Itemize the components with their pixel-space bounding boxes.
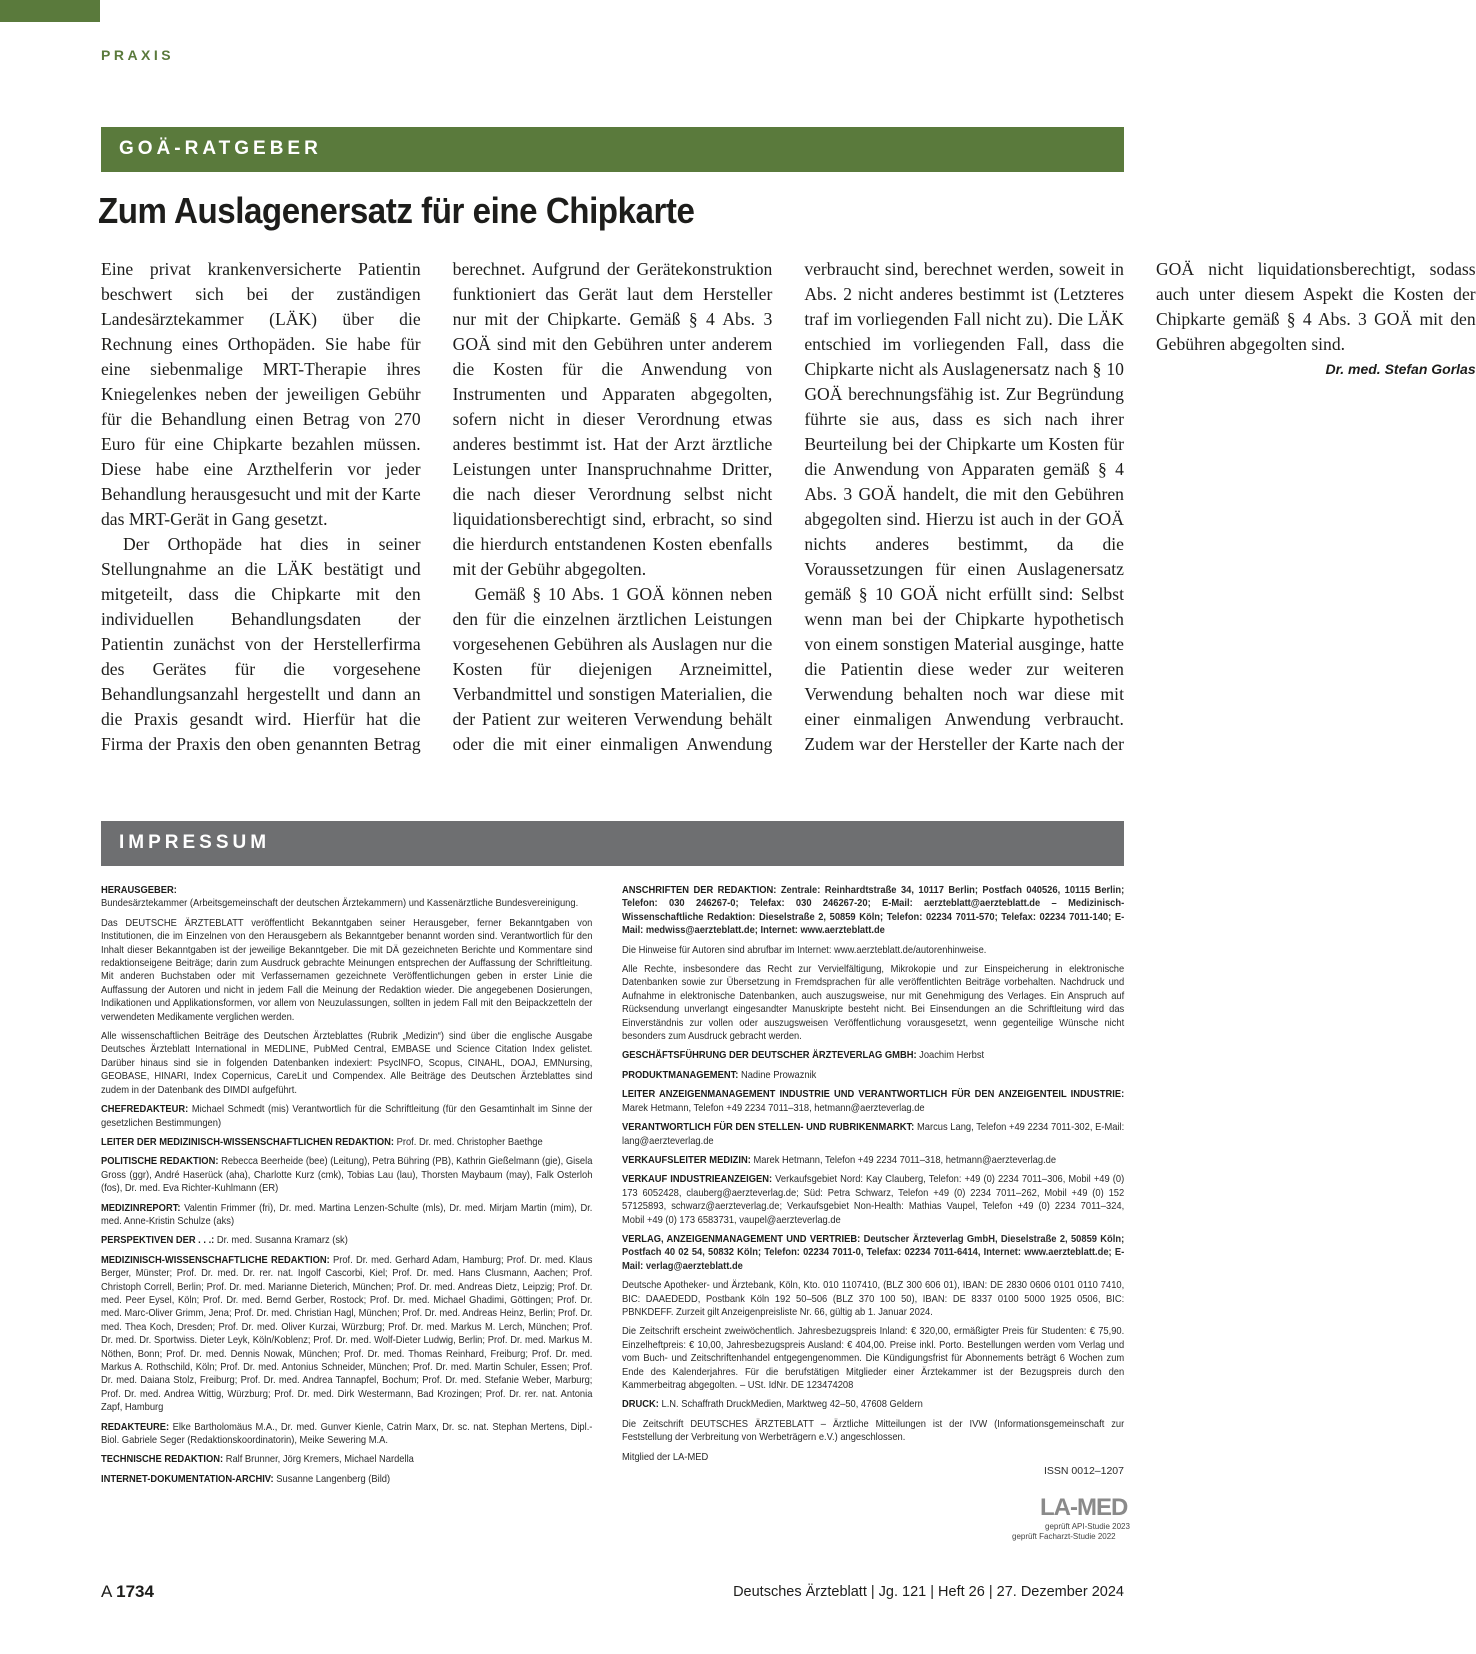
la-med-caption-1: geprüft API-Studie 2023 [1045, 1522, 1130, 1531]
impressum-entry [622, 1121, 1124, 1148]
impressum-entry [101, 1453, 592, 1466]
impressum-entry-label: PERSPEKTIVEN DER . . .: [101, 1235, 215, 1247]
impressum-entry [101, 1202, 592, 1229]
impressum-entry-label: PRODUKTMANAGEMENT: [622, 1069, 739, 1081]
article-title: Zum Auslagenersatz für eine Chipkarte [98, 190, 695, 231]
page-number-value: 1734 [116, 1582, 154, 1601]
impressum-entry [101, 1155, 592, 1195]
impressum-entry-label: ANSCHRIFTEN DER REDAKTION: [622, 885, 777, 896]
impressum-entry-label: VERKAUFSLEITER MEDIZIN: [622, 1154, 751, 1166]
impressum-entry-text: Prof. Dr. med. Gerhard Adam, Hamburg; Prof. Dr. med. Klaus Berger, Münster; Prof. Dr. med. Dr. rer. nat. Ingolf Cascorbi, Kiel; Prof. Dr. med. Hans Clusmann, Aachen; Prof. Christoph Correll, Berlin; Prof. Dr. med. Marianne Dieterich, München; Prof. Dr. med. Andreas Dietz, Leipzig; Prof. Dr. med. Peer Eysel, Köln; Prof. Dr. med. Bernd Gerber, Rostock; Prof. Dr. med. Michael Ghadimi, Göttingen; Prof. Dr. med. Marc-Oliver Grimm, Jena; Prof. Dr. med. Christian Hagl, München; Prof. Dr. med. Andreas Heinz, Berlin; Prof. Dr. med. Thea Koch, Dresden; Prof. Dr. med. Oliver Kurzai, Würzburg; Prof. Dr. med. Markus M. Lerch, München; Prof. Dr. med. Dr. Sportwiss. Dieter Leyk, Köln/Koblenz; Prof. Dr. med. Wolf-Dieter Ludwig, Berlin; Prof. Dr. med. Markus M. Nöthen, Bonn; Prof. Dr. med. Dennis Nowak, München; Prof. Dr. med. Thomas Reinhard, Freiburg; Prof. Dr. med. Markus A. Rothschild, Köln; Prof. Dr. med. Antonius Schneider, München; Prof. Dr. med. Martin Schuler, Essen; Prof. Dr. med. Daiana Stolz, Freiburg; Prof. Dr. med. Andrea Tannapfel, Bochum; Prof. Dr. med. Stefanie Weber, Marburg; Prof. Dr. med. Andrea Wittig, Würzburg; Prof. Dr. med. Dirk Westermann, Bad Krozingen; Prof. Dr. rer. nat. Antonia Zapf, Hamburg [101, 1254, 593, 1414]
article-author: Dr. med. Stefan Gorlas [1325, 361, 1476, 377]
impressum-entry-label: GESCHÄFTSFÜHRUNG DER DEUTSCHER ÄRZTEVERLAG GMBH: [622, 1050, 917, 1062]
impressum-entry [622, 963, 1124, 1043]
impressum-entry-label: TECHNISCHE REDAKTION: [101, 1454, 224, 1466]
la-med-logo: LA-MED [1040, 1494, 1128, 1521]
impressum-entry [101, 1421, 592, 1448]
impressum-entry-text: Alle Rechte, insbesondere das Recht zur Vervielfältigung, Mikrokopie und zur Einspeicherung in elektronische Datenbanken sowie zur Übersetzung in Fremdsprachen für alle veröffentlichten Beiträge vorbehalten. Nachdruck und Aufnahme in elektronische Datenbanken, auch auszugsweise, nur mit Genehmigung des Verlages. Ein Anspruch auf Rücksendung unverlangt eingesandter Manuskripte besteht nicht. Bei Einsendungen an die Schriftleitung wird das Einverständnis zur vollen oder auszugsweisen Veröffentlichung vorausgesetzt, wenn gegenteilige Wünsche nicht besonders zum Ausdruck gebracht werden. [622, 964, 1125, 1043]
impressum-entry [101, 884, 592, 911]
impressum-entry-label: LEITER DER MEDIZINISCH-WISSENSCHAFTLICHEN REDAKTION: [101, 1136, 395, 1148]
impressum-entry-label: MEDIZINREPORT: [101, 1202, 181, 1214]
impressum-entry-text: Deutsche Apotheker- und Ärztebank, Köln, Kto. 010 1107410, (BLZ 300 606 01), IBAN: DE 2830 0606 0101 0110 7410, BIC: DAAEDEDD, Postbank Köln 192 50–506 (BLZ 370 100 50), IBAN: DE 8337 0100 5000 1925 0506, BIC: PBNKDEFF. Zurzeit gilt Anzeigenpreisliste Nr. 66, gültig ab 1. Januar 2024. [622, 1280, 1125, 1318]
impressum-entry [101, 1473, 592, 1486]
impressum-entry [622, 1451, 1124, 1464]
impressum-entry [101, 1136, 592, 1149]
impressum-entry-text: Dr. med. Susanna Kramarz (sk) [216, 1235, 348, 1247]
impressum-entry-text: Deutscher Ärzteverlag GmbH, Dieselstraße 2, 50859 Köln; Postfach 40 02 54, 50832 Köln; Telefon: 02234 7011-0, Telefax: 02234 7011-6414, Internet: www.aerzteblatt.de; E-Mail: verlag@aerzteblatt.de [622, 1233, 1125, 1272]
impressum-title: IMPRESSUM [119, 832, 271, 853]
impressum-entry-label: VERKAUF INDUSTRIEANZEIGEN: [622, 1174, 773, 1186]
impressum-entry [622, 1154, 1124, 1167]
impressum-entry-label: DRUCK: [622, 1399, 659, 1411]
impressum-entry-text: Bundesärztekammer (Arbeitsgemeinschaft der deutschen Ärztekammern) und Kassenärztliche Bundesvereinigung. [101, 898, 579, 910]
page-prefix: A [101, 1582, 112, 1601]
impressum-entry-label: CHEFREDAKTEUR: [101, 1104, 189, 1116]
impressum-entry-text: Verkaufsgebiet Nord: Kay Clauberg, Telefon: +49 (0) 2234 7011–306, Mobil +49 (0) 173 6052428, clauberg@aerzteverlag.de; Süd: Petra Schwarz, Telefon +49 (0) 2234 7011–262, Mobil +49 (0) 152 57125893, schwarz@aerzteverlag.de; Verkaufsgebiet Non-Health: Mathias Vaupel, Telefon +49 (0) 2234 7011–324, Mobil +49 (0) 173 6583731, vaupel@aerzteverlag.de [622, 1174, 1125, 1226]
impressum-entry-label: MEDIZINISCH-WISSENSCHAFTLICHE REDAKTION: [101, 1254, 330, 1266]
impressum-entry-text: Nadine Prowaznik [740, 1069, 817, 1081]
impressum-entry [622, 1173, 1124, 1227]
impressum-entry-text: Alle wissenschaftlichen Beiträge des Deutschen Ärzteblattes (Rubrik „Medizin“) sind über die englische Ausgabe Deutsches Ärzteblatt International in MEDLINE, PubMed Central, EMBASE und Science Citation Index gelistet. Darüber hinaus sind sie in folgenden Datenbanken indexiert: PsycINFO, Scopus, CINAHL, DOAJ, EMNursing, GEOBASE, HINARI, Index Copernicus, CareLit und Compendex. Alle Beiträge des Deutschen Ärzteblattes sind zudem in der Datenbank des DIMDI aufgeführt. [101, 1031, 593, 1096]
page-number [101, 1582, 154, 1602]
impressum-entry-label: LEITER ANZEIGENMANAGEMENT INDUSTRIE UND VERANTWORTLICH FÜR DEN ANZEIGENTEIL INDUSTRIE: [622, 1089, 1125, 1101]
impressum-entry [622, 1049, 1124, 1062]
impressum-entry-label: VERANTWORTLICH FÜR DEN STELLEN- UND RUBRIKENMARKT: [622, 1122, 915, 1134]
impressum-entry-text: Rebecca Beerheide (bee) (Leitung), Petra Bühring (PB), Kathrin Gießelmann (gie), Gisela Gross (ggr), André Haserück (aha), Charlotte Kurz (cmk), Tobias Lau (lau), Thorsten Maybaum (may), Falk Osterloh (fos), Dr. med. Eva Richter-Kuhlmann (ER) [101, 1156, 593, 1195]
section-label: PRAXIS [101, 47, 175, 63]
impressum-entry [622, 1233, 1124, 1273]
la-med-caption-2: geprüft Facharzt-Studie 2022 [1012, 1532, 1116, 1541]
article-paragraph-text: Gemäß § 10 Abs. 1 GOÄ können neben den für die einzelnen ärztlichen Leistungen vorgesehenen Gebühren als Auslagen nur die Kosten für diejenigen Arzneimittel, Verbandmittel und sonstigen Materialien, die der Patient zur weiteren Verwendung behält oder die mit einer einmaligen Anwendung verbraucht sind, berechnet werden, soweit in Abs. 2 nicht anderes bestimmt ist (Letzteres traf im vorliegenden Fall nicht zu). Die LÄK entschied im vorliegenden Fall, dass die Chipkarte nicht als Auslagenersatz nach § 10 GOÄ berechnungsfähig ist. Zur Begründung führte sie aus, dass es sich nach ihrer Beurteilung bei der Chipkarte um Kosten für die Anwendung von Apparaten gemäß § 4 Abs. 3 GOÄ handelt, die mit den Gebühren abgegolten sind. Hierzu ist auch in der GOÄ nichts anderes bestimmt, da die Voraussetzungen für einen Auslagenersatz gemäß § 10 GOÄ nicht erfüllt sind: Selbst wenn man bei der Chipkarte hypothetisch von einem sonstigen Material ausginge, hatte die Patientin diese weder zur weiteren Verwendung behalten noch war diese mit einer einmaligen Anwendung verbraucht. Zudem war der Hersteller der Karte nach der GOÄ nicht liquidationsberechtigt, sodass auch unter diesem Aspekt die Kosten der Chipkarte gemäß § 4 Abs. 3 GOÄ mit den Gebühren abgegolten sind. [452, 259, 1476, 754]
impressum-entry-text: Die Hinweise für Autoren sind abrufbar im Internet: www.aerzteblatt.de/autorenhinweise. [622, 944, 987, 956]
impressum-entry-text: Mitglied der LA-MED [622, 1451, 709, 1463]
impressum-entry-text: Elke Bartholomäus M.A., Dr. med. Gunver Kienle, Catrin Marx, Dr. sc. nat. Stephan Mertens, Dipl.-Biol. Gabriele Seger (Redaktionskoordinatorin), Meike Sewering M.A. [101, 1421, 593, 1447]
impressum-entry-label: VERLAG, ANZEIGENMANAGEMENT UND VERTRIEB: [622, 1233, 861, 1245]
impressum-right-column [622, 884, 1124, 1470]
impressum-entry [101, 1030, 592, 1097]
impressum-entry-text: Die Zeitschrift DEUTSCHES ÄRZTEBLATT – Ärztliche Mitteilungen ist der IVW (Informationsgemeinschaft zur Feststellung der Verbreitung von Werbeträgern e.V.) angeschlossen. [622, 1418, 1125, 1444]
impressum-entry [101, 1103, 592, 1130]
impressum-entry [622, 1069, 1124, 1082]
impressum-entry-text: Zentrale: Reinhardtstraße 34, 10117 Berlin; Postfach 040526, 10115 Berlin; Telefon: 030 246267-0; Telefax: 030 246267-20; E-Mail: aerzteblatt@aerzteblatt.de – Medizinisch-Wissenschaftliche Redaktion: Dieselstraße 2, 50859 Köln; Telefon: 02234 7011-570; Telefax: 02234 7011-140; E-Mail: medwiss@aerzteblatt.de; Internet: www.aerzteblatt.de [622, 885, 1125, 937]
goa-ratgeber-banner [101, 127, 1124, 172]
corner-accent-bar [0, 0, 100, 22]
impressum-entry-text: Valentin Frimmer (fri), Dr. med. Martina Lenzen-Schulte (mls), Dr. med. Mirjam Martin (mim), Dr. med. Anne-Kristin Schulze (aks) [101, 1202, 593, 1227]
article-body [101, 257, 1476, 767]
impressum-entry-label: INTERNET-DOKUMENTATION-ARCHIV: [101, 1473, 274, 1485]
impressum-entry-text: Susanne Langenberg (Bild) [276, 1473, 391, 1485]
impressum-entry [622, 884, 1124, 938]
article-paragraph: Eine privat krankenversicherte Patientin beschwert sich bei der zuständigen Landesärztekammer (LÄK) über die Rechnung eines Orthopäden. Sie habe für eine siebenmalige MRT-Therapie ihres Kniegelenkes neben der jeweiligen Gebühr für die Behandlung einen Betrag von 270 Euro für eine Chipkarte bezahlen müssen. Diese habe eine Arzthelferin vor jeder Behandlung herausgesucht und mit der Karte das MRT-Gerät in Gang gesetzt. [101, 259, 421, 529]
impressum-entry [622, 944, 1124, 957]
impressum-entry-text: Marcus Lang, Telefon +49 2234 7011-302, E-Mail: lang@aerzteverlag.de [622, 1122, 1125, 1147]
goa-banner-title: GOÄ-RATGEBER [119, 138, 322, 159]
impressum-entry [622, 1398, 1124, 1411]
article-paragraph: Der Orthopäde hat dies in seiner Stellungnahme an die LÄK bestätigt und mitgeteilt, dass die Chipkarte mit den individuellen Behandlungsdaten der Patientin zunächst von der Herstellerfirma des Gerätes für die vorgesehene Behandlungsanzahl hergestellt und dann an die Praxis gesandt wird. Hierfür hat die Firma der Praxis den oben genannten Betrag berechnet. Aufgrund der Gerätekonstruktion funktioniert das Gerät laut dem Hersteller nur mit der Chipkarte. Gemäß § 4 Abs. 3 GOÄ sind mit den Gebühren unter anderem die Kosten für die Anwendung von Instrumenten und Apparaten abgegolten, sofern nicht in dieser Verordnung etwas anderes bestimmt ist. Hat der Arzt ärztliche Leistungen unter Inanspruchnahme Dritter, die nach dieser Verordnung selbst nicht liquidationsberechtigt sind, erbracht, so sind die hierdurch entstandenen Kosten ebenfalls mit der Gebühr abgegolten. [101, 259, 773, 754]
impressum-entry-label: POLITISCHE REDAKTION: [101, 1156, 219, 1168]
impressum-entry-text: Joachim Herbst [919, 1050, 985, 1062]
impressum-entry-text: Michael Schmedt (mis) Verantwortlich für die Schriftleitung (für den Gesamtinhalt im Sinne der gesetzlichen Bestimmungen) [101, 1104, 593, 1129]
impressum-entry [622, 1418, 1124, 1445]
impressum-entry [101, 1254, 592, 1415]
impressum-entry [101, 917, 592, 1024]
impressum-entry [622, 1088, 1124, 1115]
impressum-left-column [101, 884, 592, 1492]
impressum-entry-text: Marek Hetmann, Telefon +49 2234 7011–318, hetmann@aerzteverlag.de [622, 1102, 925, 1114]
impressum-entry-text: Marek Hetmann, Telefon +49 2234 7011–318, hetmann@aerzteverlag.de [753, 1154, 1057, 1166]
impressum-banner [101, 821, 1124, 866]
impressum-entry-text: Ralf Brunner, Jörg Kremers, Michael Nardella [225, 1454, 414, 1466]
impressum-entry-label: HERAUSGEBER: [101, 885, 177, 896]
journal-info: Deutsches Ärzteblatt | Jg. 121 | Heft 26 | 27. Dezember 2024 [733, 1584, 1124, 1600]
impressum-entry-text: L.N. Schaffrath DruckMedien, Marktweg 42–50, 47608 Geldern [661, 1399, 923, 1411]
issn-number: ISSN 0012–1207 [1044, 1465, 1124, 1477]
impressum-entry [622, 1325, 1124, 1392]
impressum-entry [101, 1234, 592, 1247]
impressum-entry [622, 1279, 1124, 1319]
impressum-entry-text: Das DEUTSCHE ÄRZTEBLATT veröffentlicht Bekanntgaben seiner Herausgeber, ferner Bekanntgaben von Institutionen, die im Einzelnen von den Herausgebern als Bekanntgeber benannt worden sind. Verantwortlich für den Inhalt dieser Bekanntgaben ist der jeweilige Bekanntgeber. Die mit DÄ gezeichneten Berichte und Kommentare sind redaktionseigene Beiträge; darin zum Ausdruck gebrachte Meinungen entsprechen der Auffassung der Schriftleitung. Mit anderen Buchstaben oder mit Verfassernamen gezeichnete Veröffentlichungen geben in erster Linie die Auffassung der Autoren und nicht in jedem Fall die Meinung der Redaktion wieder. Die angegebenen Dosierungen, Indikationen und Applikationsformen, vor allem von Neuzulassungen, sollten in jedem Fall mit den Beipackzetteln der verwendeten Medikamente verglichen werden. [101, 917, 593, 1023]
impressum-entry-text: Prof. Dr. med. Christopher Baethge [396, 1136, 543, 1148]
impressum-entry-text: Die Zeitschrift erscheint zweiwöchentlich. Jahresbezugspreis Inland: € 320,00, ermäßigter Preis für Studenten: € 75,90. Einzelheftpreis: € 10,00, Jahresbezugspreis Ausland: € 404,00. Preise inkl. Porto. Bestellungen werden vom Verlag und vom Buch- und Zeitschriftenhandel entgegengenommen. Die Kündigungsfrist für Abonnements beträgt 6 Wochen zum Ende des Kalenderjahres. Für die berufstätigen Mitglieder einer Ärztekammer ist der Bezugspreis durch den Kammerbeitrag abgegolten. – USt. IdNr. DE 123474208 [622, 1326, 1125, 1391]
impressum-entry-label: REDAKTEURE: [101, 1421, 170, 1433]
